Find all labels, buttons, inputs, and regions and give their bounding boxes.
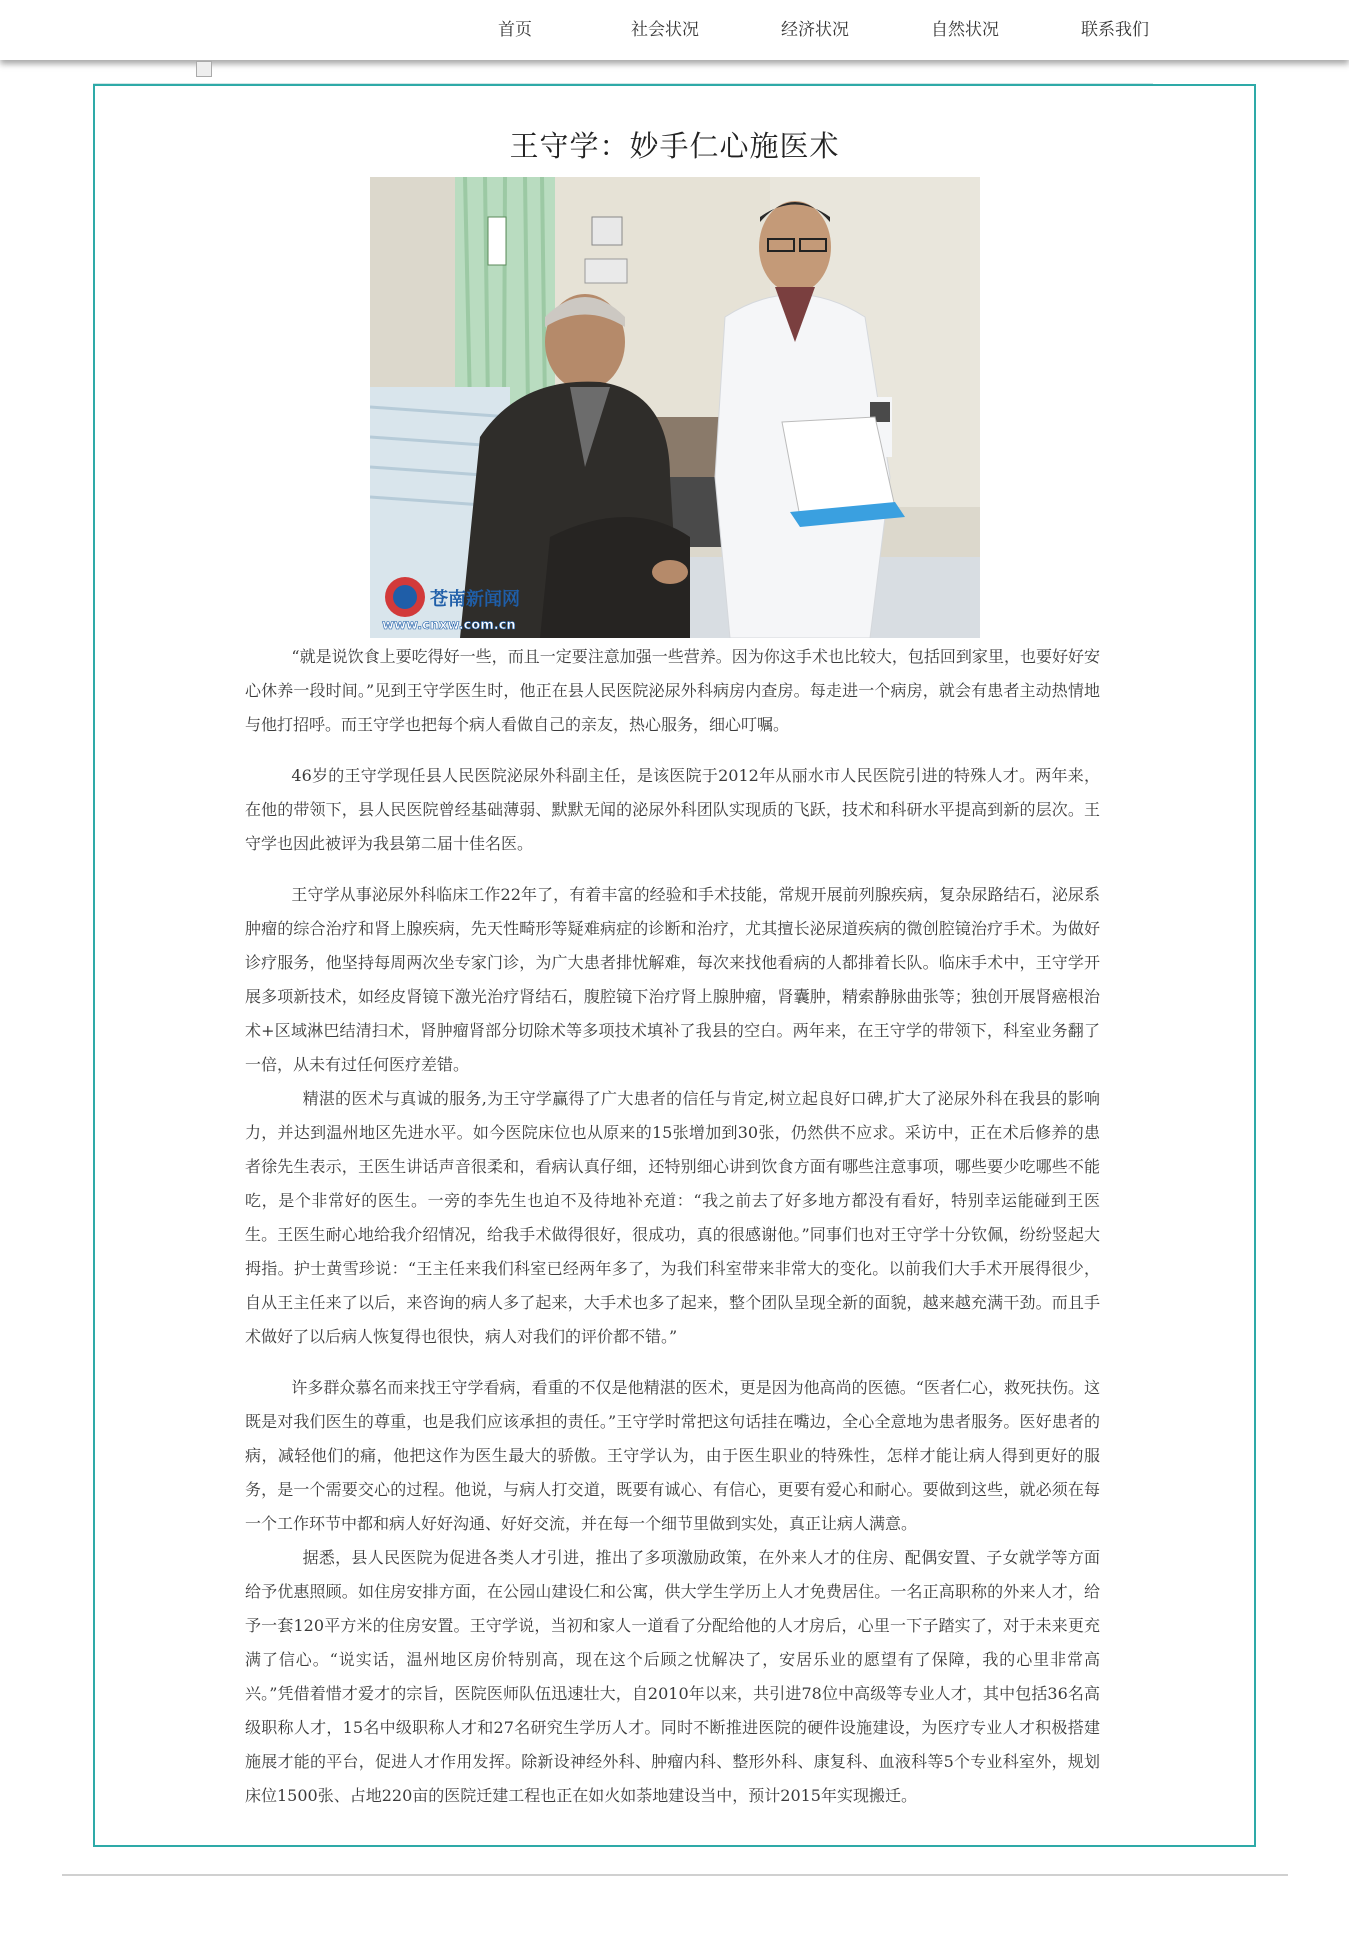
photo-logo-text: 苍南新闻网 [430, 589, 520, 610]
nav-item-contact[interactable]: 联系我们 [1081, 20, 1149, 40]
article-paragraph: 王守学从事泌尿外科临床工作22年了，有着丰富的经验和手术技能，常规开展前列腺疾病，复杂尿路结石，泌尿系肿瘤的综合治疗和肾上腺疾病，先天性畸形等疑难病症的诊断和治疗，尤其擅长泌尿道疾病的微创腔镜治疗手术。为做好诊疗服务，他坚持每周两次坐专家门诊，为广大患者排忧解难，每次来找他看病的人都排着长队。临床手术中，王守学开展多项新技术，如经皮肾镜下激光治疗肾结石，腹腔镜下治疗肾上腺肿瘤，肾囊肿，精索静脉曲张等；独创开展肾癌根治术+区域淋巴结清扫术，肾肿瘤肾部分切除术等多项技术填补了我县的空白。两年来，在王守学的带领下，科室业务翻了一倍，从未有过任何医疗差错。 [245, 885, 1100, 1074]
nav-item-nature[interactable]: 自然状况 [931, 20, 999, 40]
nav-item-society[interactable]: 社会状况 [631, 20, 699, 40]
photo-url-text: www.cnxw.com.cn [382, 618, 516, 633]
article-photo [370, 177, 980, 638]
nav-item-home[interactable]: 首页 [498, 20, 532, 40]
broken-image-icon [196, 61, 212, 77]
nav-menu [440, 0, 1190, 60]
nav-item-economy[interactable]: 经济状况 [781, 20, 849, 40]
article-paragraph: 46岁的王守学现任县人民医院泌尿外科副主任，是该医院于2012年从丽水市人民医院引进的特殊人才。两年来，在他的带领下，县人民医院曾经基础薄弱、默默无闻的泌尿外科团队实现质的飞跃，技术和科研水平提高到新的层次。王守学也因此被评为我县第二届十佳名医。 [245, 766, 1100, 853]
article-paragraph: 据悉，县人民医院为促进各类人才引进，推出了多项激励政策，在外来人才的住房、配偶安置、子女就学等方面给予优惠照顾。如住房安排方面，在公园山建设仁和公寓，供大学生学历上人才免费居住。一名正高职称的外来人才，给予一套120平方米的住房安置。王守学说，当初和家人一道看了分配给他的人才房后，心里一下子踏实了，对于未来更充满了信心。“说实话，温州地区房价特别高，现在这个后顾之忧解决了，安居乐业的愿望有了保障，我的心里非常高兴。”凭借着惜才爱才的宗旨，医院医师队伍迅速壮大，自2010年以来，共引进78位中高级等专业人才，其中包括36名高级职称人才，15名中级职称人才和27名研究生学历人才。同时不断推进医院的硬件设施建设，为医疗专业人才积极搭建施展才能的平台，促进人才作用发挥。除新设神经外科、肿瘤内科、整形外科、康复科、血液科等5个专业科室外，规划床位1500张、占地220亩的医院迁建工程也正在如火如荼地建设当中，预计2015年实现搬迁。 [245, 1548, 1100, 1805]
footer-divider [62, 1874, 1288, 1876]
article-paragraph: “就是说饮食上要吃得好一些，而且一定要注意加强一些营养。因为你这手术也比较大，包括回到家里，也要好好安心休养一段时间。”见到王守学医生时，他正在县人民医院泌尿外科病房内查房。每走进一个病房，就会有患者主动热情地与他打招呼。而王守学也把每个病人看做自己的亲友，热心服务，细心叮嘱。 [245, 647, 1100, 734]
article-paragraph: 许多群众慕名而来找王守学看病，看重的不仅是他精湛的医术，更是因为他高尚的医德。“医者仁心，救死扶伤。这既是对我们医生的尊重，也是我们应该承担的责任。”王守学时常把这句话挂在嘴边，全心全意地为患者服务。医好患者的病，减轻他们的痛，他把这作为医生最大的骄傲。王守学认为，由于医生职业的特殊性，怎样才能让病人得到更好的服务，是一个需要交心的过程。他说，与病人打交道，既要有诚心、有信心，更要有爱心和耐心。要做到这些，就必须在每一个工作环节中都和病人好好沟通、好好交流，并在每一个细节里做到实处，真正让病人满意。 [245, 1378, 1100, 1533]
article-title: 王守学：妙手仁心施医术 [509, 129, 840, 163]
top-navigation-bar [0, 0, 1349, 60]
article-paragraph: 精湛的医术与真诚的服务,为王守学赢得了广大患者的信任与肯定,树立起良好口碑,扩大了泌尿外科在我县的影响力，并达到温州地区先进水平。如今医院床位也从原来的15张增加到30张，仍然供不应求。采访中，正在术后修养的患者徐先生表示，王医生讲话声音很柔和，看病认真仔细，还特别细心讲到饮食方面有哪些注意事项，哪些要少吃哪些不能吃，是个非常好的医生。一旁的李先生也迫不及待地补充道：“我之前去了好多地方都没有看好，特别幸运能碰到王医生。王医生耐心地给我介绍情况，给我手术做得很好，很成功，真的很感谢他。”同事们也对王守学十分钦佩，纷纷竖起大拇指。护士黄雪珍说：“王主任来我们科室已经两年多了，为我们科室带来非常大的变化。以前我们大手术开展得很少，自从王主任来了以后，来咨询的病人多了起来，大手术也多了起来，整个团队呈现全新的面貌，越来越充满干劲。而且手术做好了以后病人恢复得也很快，病人对我们的评价都不错。” [245, 1089, 1100, 1346]
article-body [245, 640, 1100, 1813]
